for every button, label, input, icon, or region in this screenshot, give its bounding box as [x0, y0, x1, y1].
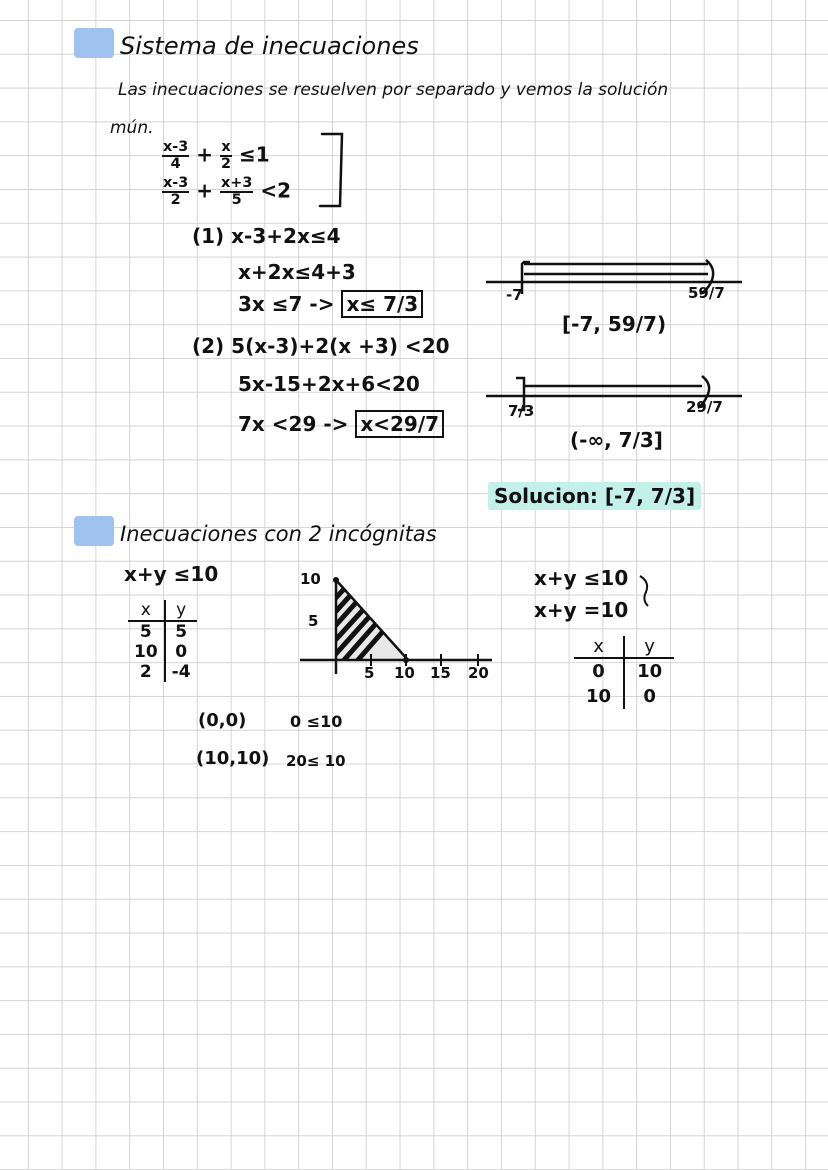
table-row [574, 658, 674, 684]
graph-y-mid-label: 5 [308, 612, 319, 630]
line2-left-tick: 7/3 [508, 402, 535, 420]
step-3-result-box: x≤ 7/3 [341, 290, 423, 318]
check-point-1: (0,0) [198, 710, 247, 731]
step-6: 7x <29 -> x<29/7 [238, 412, 444, 436]
graph-x-tick-5: 5 [364, 664, 375, 682]
section-heading-2: Inecuaciones con 2 incógnitas [120, 522, 437, 546]
line1-left-tick: -7 [506, 286, 523, 304]
line1-right-tick: 59/7 [688, 284, 725, 302]
table-row [574, 684, 674, 709]
section-marker-1 [74, 28, 114, 58]
table-cell: 5 [165, 621, 197, 642]
right-equation: x+y =10 [534, 598, 629, 622]
step-5: 5x-15+2x+6<20 [238, 372, 420, 396]
section-heading-1: Sistema de inecuaciones [120, 32, 419, 60]
table-cell: 10 [586, 686, 612, 707]
graph-x-tick-15: 15 [430, 664, 451, 682]
step-6-result-box: x<29/7 [355, 410, 444, 438]
line2-right-tick: 29/7 [686, 398, 723, 416]
step-1: (1) x-3+2x≤4 [192, 224, 341, 248]
check-result-1: 0 ≤10 [290, 712, 343, 731]
values-table-1 [128, 600, 197, 682]
values-table-2 [574, 636, 674, 709]
line2-interval: (-∞, 7/3] [570, 428, 663, 452]
table-cell: 0 [624, 684, 674, 709]
check-point-2: (10,10) [196, 748, 270, 769]
system-eq-1: $\frac{x-3}{4}$ + $\frac{x}{2}$ ≤1 [163, 139, 270, 173]
table-row [128, 662, 197, 682]
check-result-2: 20≤ 10 [286, 752, 346, 770]
intro-line-2: mún. [110, 118, 154, 138]
step-2: x+2x≤4+3 [238, 260, 356, 284]
intro-line-1: Las inecuaciones se resuelven por separado y vemos la solución [118, 80, 669, 100]
line1-interval: [-7, 59/7) [562, 312, 667, 336]
table-row [128, 621, 197, 642]
table-cell: 2 [139, 662, 152, 682]
system-eq-2: $\frac{x-3}{2}$ + $\frac{x+3}{5}$ <2 [163, 175, 291, 209]
table-row [128, 642, 197, 662]
table-cell: 10 [134, 642, 158, 662]
table-cell: 0 [592, 661, 605, 682]
graph-x-tick-20: 20 [468, 664, 489, 682]
solution-highlight: Solucion: [-7, 7/3] [488, 482, 701, 510]
section-marker-2 [74, 516, 114, 546]
table-cell: 10 [624, 658, 674, 684]
step-4: (2) 5(x-3)+2(x +3) <20 [192, 334, 450, 358]
step-3: 3x ≤7 -> x≤ 7/3 [238, 292, 423, 316]
table1-header-y: y [165, 600, 197, 621]
table2-header-x: x [574, 636, 624, 658]
graph-y-label: 10 [300, 570, 321, 588]
table1-header-x: x [128, 600, 165, 621]
right-inequality: x+y ≤10 [534, 566, 629, 590]
system-bracket [316, 130, 346, 210]
table-cell: 5 [139, 622, 152, 642]
graph-x-tick-10: 10 [394, 664, 415, 682]
inequality-x-plus-y: x+y ≤10 [124, 562, 219, 586]
table-cell: 0 [165, 642, 197, 662]
table2-header-y: y [624, 636, 674, 658]
curved-arrow-icon [636, 572, 656, 612]
table-cell: -4 [165, 662, 197, 682]
